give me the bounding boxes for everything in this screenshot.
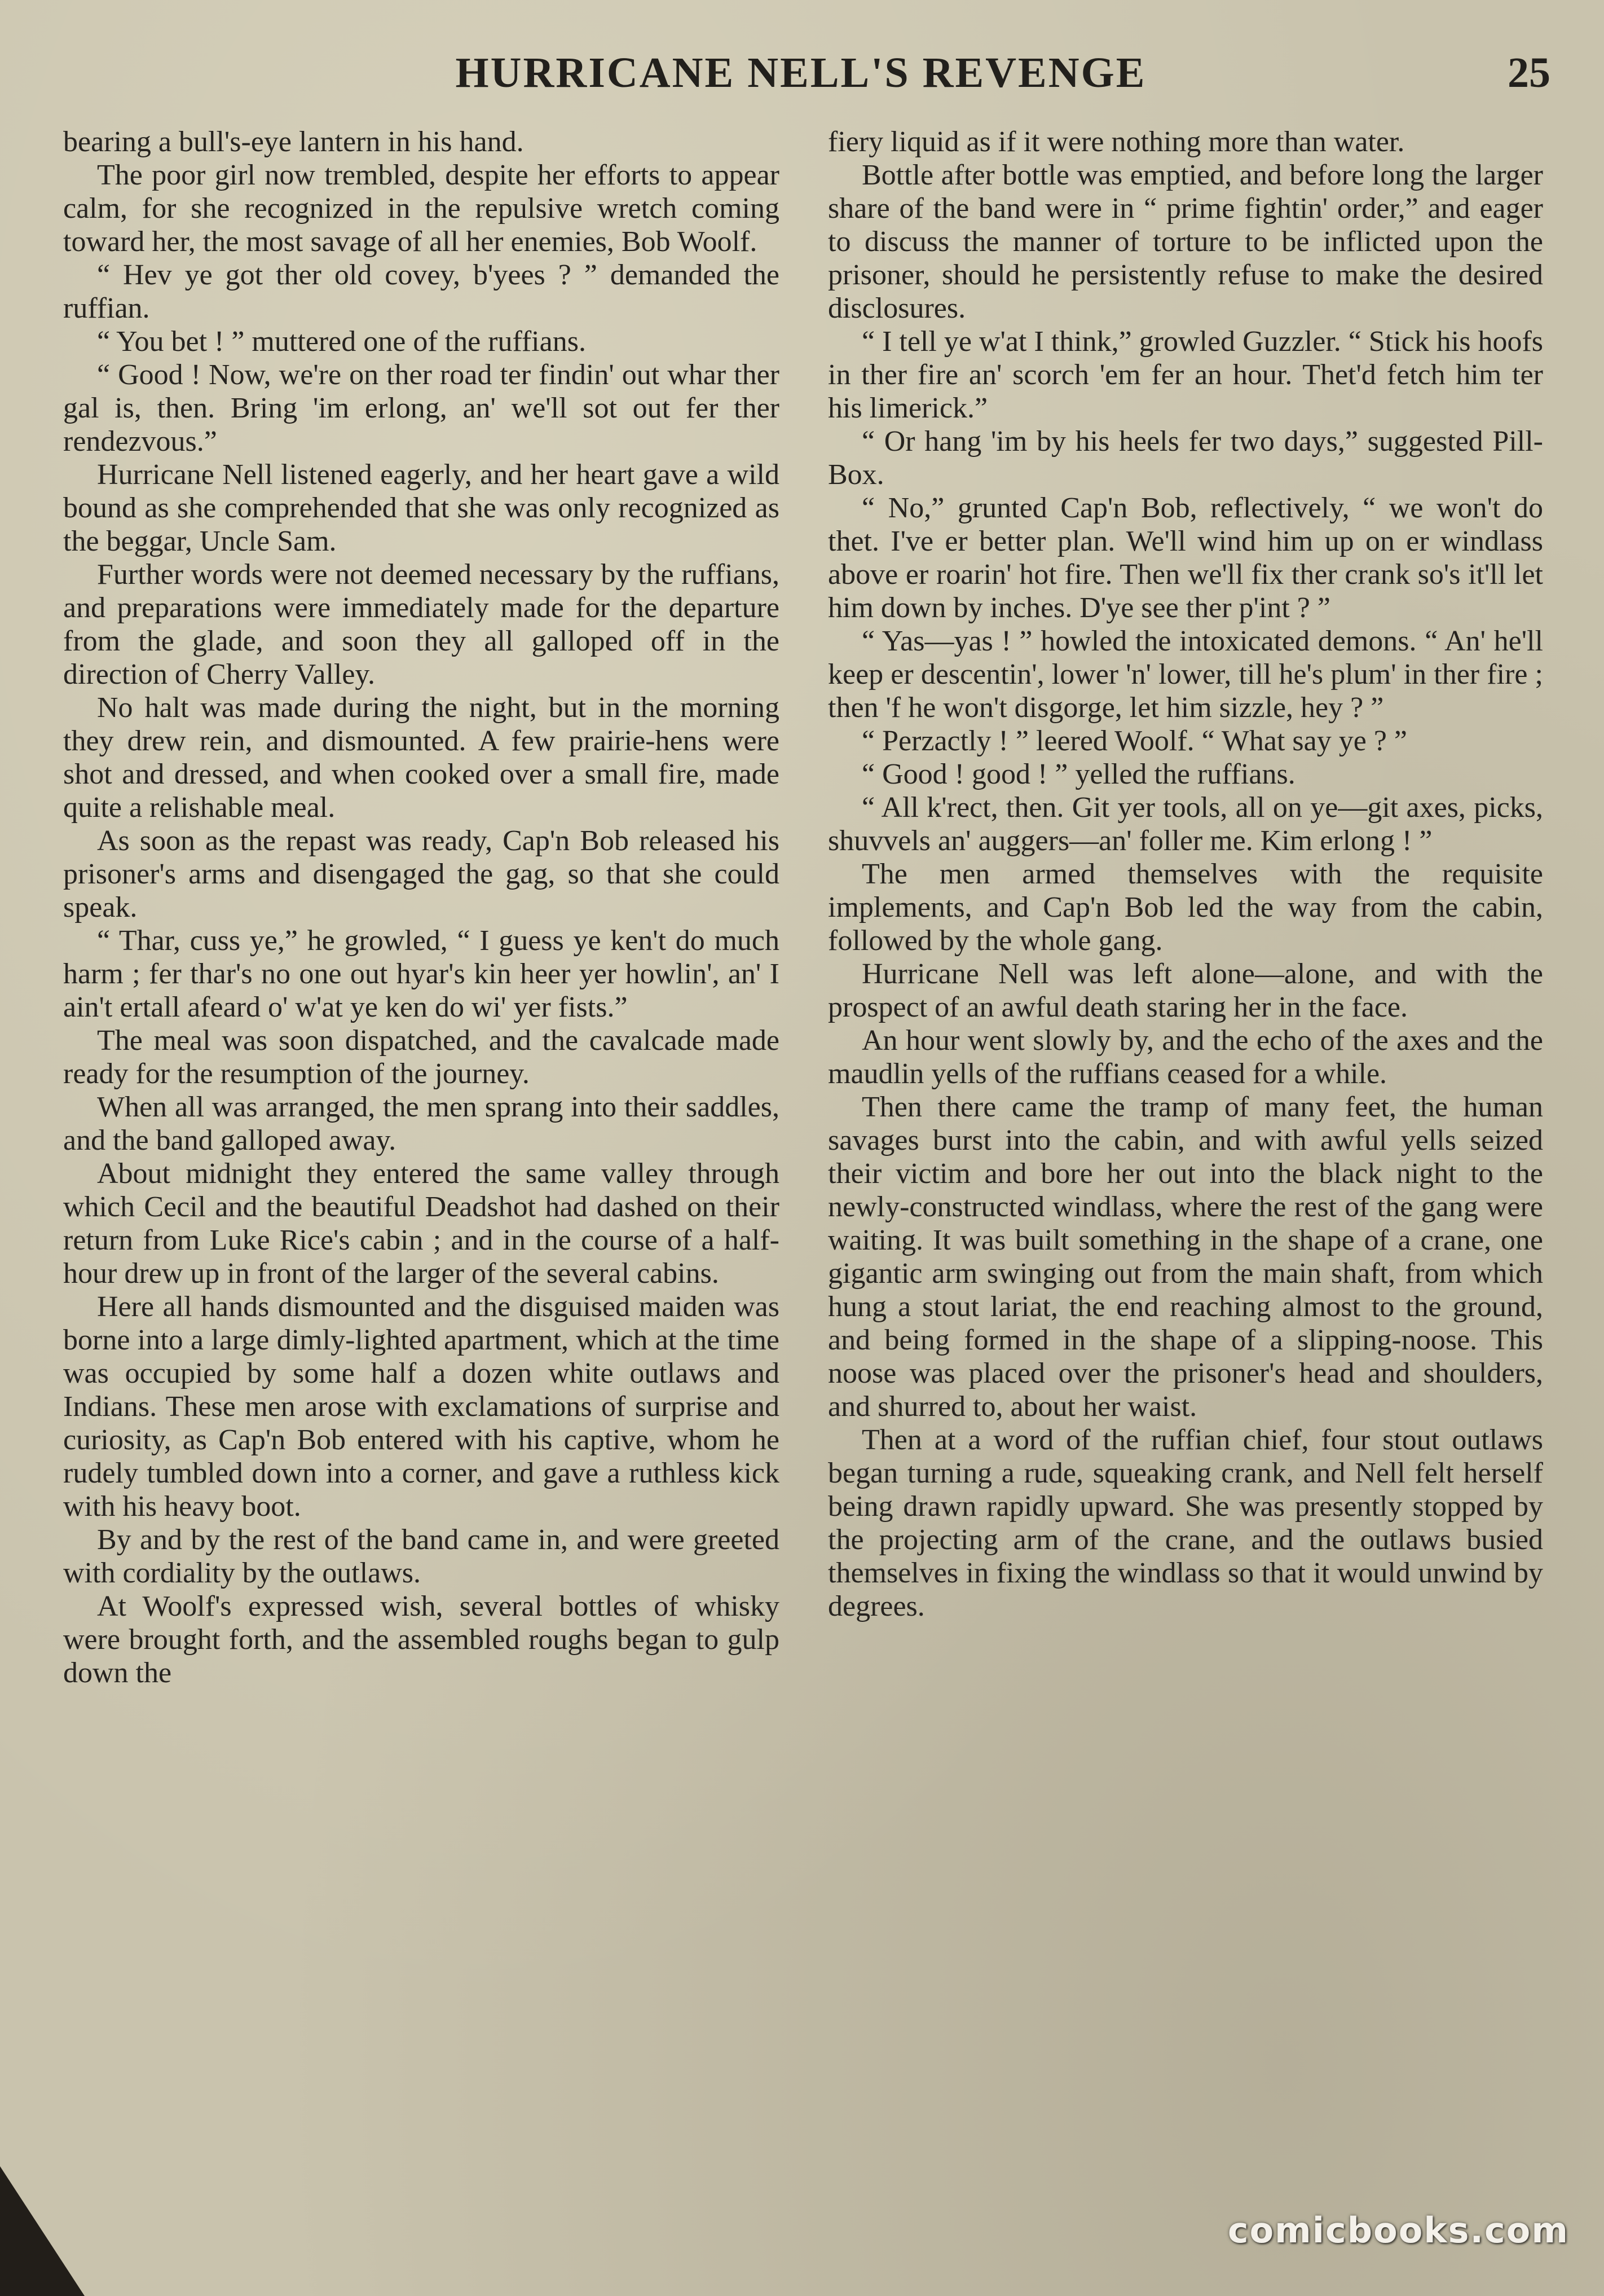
paragraph: An hour went slowly by, and the echo of the axes and the maudlin yells of the ruffians ceased for a while. <box>828 1024 1543 1090</box>
paragraph: “ No,” grunted Cap'n Bob, reflectively, “ we won't do thet. I've er better plan. We'll wind him up on er windlass above er roarin' hot fire. Then we'll fix ther crank so's it'll let him down by inches. D'ye see ther p'int ? ” <box>828 492 1543 624</box>
paragraph: Further words were not deemed necessary by the ruffians, and preparations were immediately made for the departure from the glade, and soon they all galloped off in the direction of Cherry Valley. <box>63 558 779 690</box>
right-column <box>828 125 1543 2167</box>
page-corner-shadow <box>0 2166 85 2296</box>
paragraph: About midnight they entered the same valley through which Cecil and the beautiful Deadshot had dashed on their return from Luke Rice's cabin ; and in the course of a half-hour drew up in front of the larger of the several cabins. <box>63 1158 779 1290</box>
paragraph: “ Yas—yas ! ” howled the intoxicated demons. “ An' he'll keep er descentin', lower 'n' lower, till he's plum' in ther fire ; then 'f he won't disgorge, let him sizzle, hey ? ” <box>828 625 1543 724</box>
paragraph: bearing a bull's-eye lantern in his hand. <box>63 126 524 158</box>
paragraph: “ All k'rect, then. Git yer tools, all on ye—git axes, picks, shuvvels an' auggers—an' foller me. Kim erlong ! ” <box>828 791 1543 857</box>
paragraph: By and by the rest of the band came in, and were greeted with cordiality by the outlaws. <box>63 1524 779 1589</box>
paragraph: Here all hands dismounted and the disguised maiden was borne into a large dimly-lighted apartment, which at the time was occupied by some half a dozen white outlaws and Indians. These men arose with exclamations of surprise and curiosity, as Cap'n Bob entered with his captive, whom he rudely tumbled down into a corner, and gave a ruthless kick with his heavy boot. <box>63 1291 779 1523</box>
paragraph: As soon as the repast was ready, Cap'n Bob released his prisoner's arms and disengaged the gag, so that she could speak. <box>63 825 779 923</box>
paragraph: Then at a word of the ruffian chief, four stout outlaws began turning a rude, squeaking crank, and Nell felt herself being drawn rapidly upward. She was presently stopped by the projecting arm of the crane, and the outlaws busied themselves in fixing the windlass so that it would unwind by degrees. <box>828 1424 1543 1622</box>
paragraph: “ I tell ye w'at I think,” growled Guzzler. “ Stick his hoofs in ther fire an' scorch 'em fer an hour. Thet'd fetch him ter his limerick.” <box>828 326 1543 424</box>
paragraph: “ Perzactly ! ” leered Woolf. “ What say ye ? ” <box>862 725 1407 757</box>
paragraph: Bottle after bottle was emptied, and before long the larger share of the band were in “ prime fightin' order,” and eager to discuss the manner of torture to be inflicted upon the prisoner, should he persistently refuse to make the desired disclosures. <box>828 159 1543 324</box>
paragraph: “ Thar, cuss ye,” he growled, “ I guess ye ken't do much harm ; fer thar's no one out hyar's kin heer yer howlin', an' I ain't ertall afeard o' w'at ye ken do wi' yer fists.” <box>63 925 779 1023</box>
paragraph: Then there came the tramp of many feet, the human savages burst into the cabin, and with awful yells seized their victim and bore her out into the black night to the newly-constructed windlass, where the rest of the gang were waiting. It was built something in the shape of a crane, one gigantic arm swinging out from the main shaft, from which hung a stout lariat, the end reaching almost to the ground, and being formed in the shape of a slipping-noose. This noose was placed over the prisoner's head and shoulders, and shurred to, about her waist. <box>828 1091 1543 1423</box>
paragraph: “ Good ! good ! ” yelled the ruffians. <box>862 758 1295 790</box>
left-column <box>63 125 779 2167</box>
paragraph: The men armed themselves with the requisite implements, and Cap'n Bob led the way from the cabin, followed by the whole gang. <box>828 858 1543 957</box>
paragraph: “ Hev ye got ther old covey, b'yees ? ” demanded the ruffian. <box>63 259 779 324</box>
paragraph: Hurricane Nell listened eagerly, and her heart gave a wild bound as she comprehended that she was only recognized as the beggar, Uncle Sam. <box>63 459 779 557</box>
paragraph: “ Or hang 'im by his heels fer two days,” suggested Pill-Box. <box>828 425 1543 491</box>
paragraph: fiery liquid as if it were nothing more than water. <box>828 126 1405 158</box>
paragraph: Hurricane Nell was left alone—alone, and with the prospect of an awful death staring her in the face. <box>828 958 1543 1023</box>
paragraph: No halt was made during the night, but in the morning they drew rein, and dismounted. A few prairie-hens were shot and dressed, and when cooked over a small fire, made quite a relishable meal. <box>63 692 779 824</box>
paragraph: “ You bet ! ” muttered one of the ruffians. <box>97 326 586 358</box>
paragraph: The poor girl now trembled, despite her efforts to appear calm, for she recognized in the repulsive wretch coming toward her, the most savage of all her enemies, Bob Woolf. <box>63 159 779 258</box>
site-watermark: comicbooks.com <box>1227 2210 1569 2251</box>
page-header <box>0 49 1604 111</box>
paragraph: When all was arranged, the men sprang into their saddles, and the band galloped away. <box>63 1091 779 1156</box>
paragraph: At Woolf's expressed wish, several bottles of whisky were brought forth, and the assembled roughs began to gulp down the <box>63 1590 779 1689</box>
paragraph: “ Good ! Now, we're on ther road ter findin' out whar ther gal is, then. Bring 'im erlong, an' we'll sot out fer ther rendezvous.” <box>63 359 779 458</box>
running-title: HURRICANE NELL'S REVENGE <box>455 49 1147 96</box>
page-number: 25 <box>1508 49 1550 96</box>
paragraph: The meal was soon dispatched, and the cavalcade made ready for the resumption of the journey. <box>63 1024 779 1090</box>
